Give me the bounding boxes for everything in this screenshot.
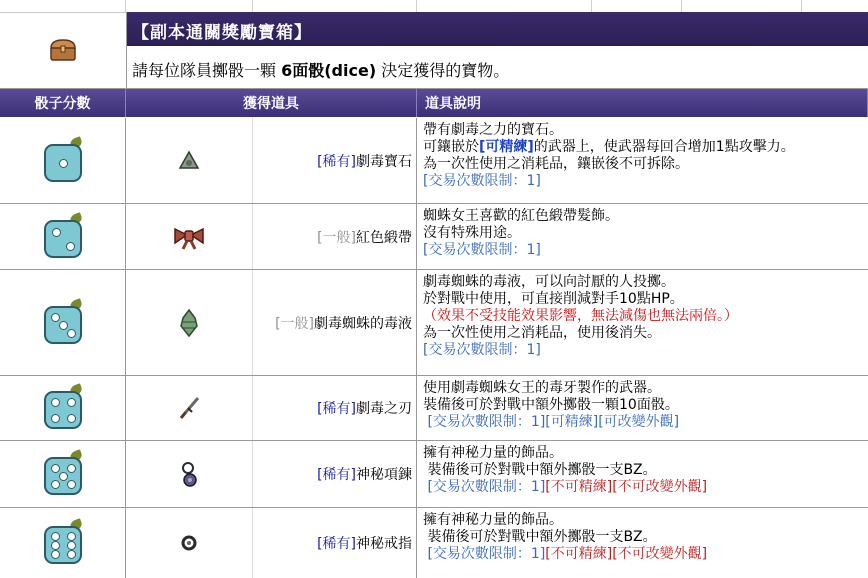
trade-limit: [交易次數限制：1] (423, 342, 541, 358)
column-header-item: 獲得道具 (126, 89, 417, 117)
item-name: 神秘項鍊 (356, 467, 412, 483)
dice-cell (0, 118, 126, 203)
header-description (132, 58, 509, 81)
desc-suffix: 決定獲得的寶物。 (376, 61, 510, 80)
trade-limit: [交易次數限制：1] (423, 479, 546, 495)
desc-line: 為一次性使用之消耗品，使用後消失。 (423, 325, 661, 341)
necklace-icon (176, 460, 202, 488)
table-row (0, 508, 868, 578)
desc-line: 為一次性使用之消耗品，鑲嵌後不可拆除。 (423, 156, 689, 172)
item-name-cell (253, 118, 417, 203)
desc-prefix: 請每位隊員擲骰一顆 (132, 61, 282, 80)
table-row (0, 118, 868, 204)
dice-five-icon (40, 451, 86, 497)
not-refinable-tag: [不可精練][不可改變外觀] (545, 546, 708, 562)
desc-line (423, 139, 868, 156)
dice-cell (0, 508, 126, 578)
table-row (0, 204, 868, 270)
table-row (0, 270, 868, 376)
item-icon-cell (126, 270, 253, 375)
item-description (417, 441, 868, 507)
trade-line (423, 546, 868, 563)
desc-line: 裝備後可於對戰中額外擲骰一支BZ。 (423, 529, 657, 545)
trade-limit: [交易次數限制：1] (423, 173, 541, 189)
item-name: 劇毒蜘蛛的毒液 (314, 315, 412, 332)
desc-line: 擁有神秘力量的飾品。 (423, 445, 563, 461)
dice-six-icon (40, 520, 86, 566)
item-name: 劇毒之刃 (356, 401, 412, 417)
not-refinable-tag: [不可精練][不可改變外觀] (545, 479, 708, 495)
treasure-chest-icon (48, 37, 78, 63)
table-row (0, 441, 868, 508)
desc-line: 裝備後可於對戰中額外擲骰一支BZ。 (423, 462, 657, 478)
rarity-tag: [稀有] (317, 467, 356, 483)
desc-line: 沒有特殊用途。 (423, 225, 521, 241)
dagger-icon (176, 395, 202, 421)
trade-line (423, 479, 868, 496)
desc-text: 可鑲嵌於 (423, 139, 479, 155)
item-description (417, 118, 868, 203)
item-name: 紅色緞帶 (356, 229, 412, 246)
desc-line: 於對戰中使用，可直接削減對手10點HP。 (423, 291, 684, 307)
red-ribbon-icon (172, 223, 206, 251)
column-header-dice: 骰子分數 (0, 89, 126, 117)
ring-icon (179, 533, 199, 553)
item-description (417, 508, 868, 578)
item-name-cell (253, 204, 417, 269)
dice-cell (0, 376, 126, 440)
rarity-tag: [一般] (275, 315, 314, 332)
table-row (0, 376, 868, 441)
dice-cell (0, 204, 126, 269)
item-name-cell (253, 441, 417, 507)
desc-line: 使用劇毒蜘蛛女王的毒牙製作的武器。 (423, 380, 661, 396)
item-icon-cell (126, 204, 253, 269)
item-icon-cell (126, 118, 253, 203)
item-name-cell (253, 376, 417, 440)
column-header-description: 道具說明 (417, 89, 868, 117)
rarity-tag: [稀有] (317, 401, 356, 417)
warning-line: （效果不受技能效果影響，無法減傷也無法兩倍。） (423, 308, 738, 324)
item-description (417, 376, 868, 440)
item-icon-cell (126, 441, 253, 507)
dice-one-icon (40, 138, 86, 184)
desc-line: 裝備後可於對戰中額外擲骰一顆10面骰。 (423, 397, 679, 413)
desc-line: 劇毒蜘蛛的毒液，可以向討厭的人投擲。 (423, 274, 675, 290)
rarity-tag: [稀有] (317, 536, 356, 552)
dice-three-icon (40, 300, 86, 346)
dice-four-icon (40, 385, 86, 431)
item-name: 神秘戒指 (356, 536, 412, 552)
item-description (417, 204, 868, 269)
dice-cell (0, 270, 126, 375)
trade-limit: [交易次數限制：1][可精練][可改變外觀] (423, 414, 680, 430)
desc-line: 帶有劇毒之力的寶石。 (423, 122, 563, 138)
trade-limit: [交易次數限制：1] (423, 242, 541, 258)
dice-cell (0, 441, 126, 507)
item-name: 劇毒寶石 (356, 153, 412, 170)
item-icon-cell (126, 376, 253, 440)
trade-limit: [交易次數限制：1] (423, 546, 546, 562)
poison-vial-icon (178, 308, 200, 338)
poison-gem-icon (178, 150, 200, 172)
page-title: 【副本通關獎勵寶箱】 (132, 23, 312, 43)
refinable-tag: [可精練] (479, 139, 534, 155)
dice-two-icon (40, 214, 86, 260)
item-name-cell (253, 508, 417, 578)
desc-text: 的武器上，使武器每回合增加1點攻擊力。 (533, 139, 795, 155)
desc-line: 蜘蛛女王喜歡的紅色緞帶髮飾。 (423, 208, 619, 224)
rarity-tag: [稀有] (317, 153, 356, 170)
item-name-cell (253, 270, 417, 375)
rarity-tag: [一般] (317, 229, 356, 246)
desc-line: 擁有神秘力量的飾品。 (423, 512, 563, 528)
item-icon-cell (126, 508, 253, 578)
desc-bold: 6面骰(dice) (281, 61, 377, 80)
treasure-chest-cell (0, 12, 127, 89)
item-description (417, 270, 868, 375)
